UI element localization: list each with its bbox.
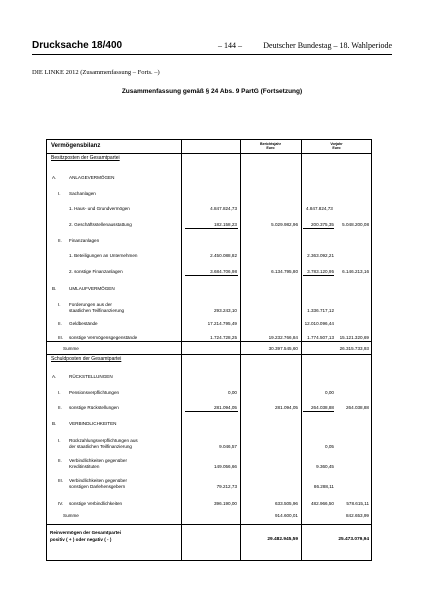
subtotal-rule — [303, 411, 334, 412]
value-current: 149.056,66 — [214, 464, 237, 469]
subtotal-rule — [185, 411, 238, 412]
subtotal-current: 633.505,96 — [275, 501, 298, 506]
subtotal-rule — [185, 228, 238, 229]
row-mark: IV. — [58, 501, 64, 506]
previous-unit-label: Euro — [332, 146, 341, 150]
page-number: – 144 – — [218, 41, 242, 50]
value-current: 17.214.795,49 — [207, 321, 237, 326]
value-current: 4.847.824,73 — [210, 206, 237, 211]
column-header-current — [240, 142, 301, 150]
document-number: Drucksache 18/400 — [32, 40, 123, 51]
subtotal-current: 6.134.795,80 — [271, 269, 298, 274]
section-subheader: DIE LINKE 2012 (Zusammenfassung – Forts. –) — [32, 69, 160, 76]
row-label: 2. Geschäftsstellenausstattung — [69, 222, 132, 227]
sum-label: Summe — [63, 513, 79, 518]
row-label: 2. sonstige Finanzanlagen — [69, 269, 123, 274]
value-current: 0,00 — [228, 390, 237, 395]
row-mark: II. — [58, 405, 62, 410]
previous-year-label: Vorjahr — [330, 142, 343, 146]
row-mark: III. — [58, 478, 64, 483]
row-mark: A. — [52, 374, 57, 379]
value-current: 3.684.706,98 — [210, 269, 237, 274]
value-previous: 9.360,45 — [316, 464, 334, 469]
row-label: Rückzahlungsverpflichtungen aus — [69, 438, 138, 443]
row-label: Geldbestände — [69, 321, 98, 326]
subtotal-current: 281.094,05 — [275, 405, 298, 410]
liabilities-section-title: Schuldposten der Gesamtpartei — [51, 356, 122, 362]
value-current: 2.450.088,82 — [210, 253, 237, 258]
row-mark: II. — [58, 321, 62, 326]
row-mark: B. — [52, 286, 57, 291]
value-previous: 1.336.717,12 — [307, 308, 334, 313]
row-label: Verbindlichkeiten gegenüber — [69, 478, 127, 483]
value-previous: 1.774.507,13 — [307, 335, 334, 340]
row-label: 1. Haus- und Grundvermögen — [69, 206, 130, 211]
row-label: Pensionsverpflichtungen — [69, 390, 120, 395]
net-assets-previous: 25.473.079,94 — [338, 537, 369, 542]
row-label: Forderungen aus der — [69, 302, 112, 307]
value-current: 79.212,73 — [216, 484, 237, 489]
subtotal-previous: 578.615,11 — [346, 501, 369, 506]
net-assets-current: 29.482.945,59 — [267, 537, 298, 542]
row-mark: I. — [58, 191, 61, 196]
row-label: Verbindlichkeiten gegenüber — [69, 458, 127, 463]
row-label: ANLAGEVERMÖGEN — [69, 175, 115, 180]
value-previous: 0,05 — [325, 444, 334, 449]
row-divider — [47, 524, 371, 525]
column-header-previous — [301, 142, 372, 150]
subtotal-previous: 5.048.200,08 — [342, 222, 369, 227]
value-current: 182.158,23 — [214, 222, 237, 227]
value-previous: 3.783.120,95 — [307, 269, 334, 274]
subtotal-previous: 264.038,88 — [346, 405, 369, 410]
value-current: 1.724.728,25 — [210, 335, 237, 340]
column-divider — [301, 140, 302, 560]
row-label: UMLAUFVERMÖGEN — [69, 286, 115, 291]
row-mark: II. — [58, 238, 62, 243]
value-current: 281.094,05 — [214, 405, 237, 410]
row-mark: I. — [58, 302, 61, 307]
subtotal-rule — [303, 275, 334, 276]
value-current: 396.190,00 — [214, 501, 237, 506]
value-current: 9.046,57 — [219, 444, 237, 449]
row-mark: III. — [58, 335, 64, 340]
row-mark: II. — [58, 458, 62, 463]
current-unit-label: Euro — [266, 146, 275, 150]
column-divider — [181, 140, 182, 560]
page-header — [32, 40, 392, 52]
row-label: der staatlichen Teilfinanzierung — [69, 444, 132, 449]
row-label: Kreditinstituten — [69, 464, 100, 469]
row-label: Sachanlagen — [69, 191, 96, 196]
column-header-label: Vermögensbilanz — [51, 143, 101, 149]
assets-section-title: Besitzposten der Gesamtpartei — [51, 155, 120, 161]
row-label: sonstige Verbindlichkeiten — [69, 501, 123, 506]
sum-label: Summe — [63, 346, 79, 351]
row-label: RÜCKSTELLUNGEN — [69, 374, 113, 379]
summary-title: Zusammenfassung gemäß § 24 Abs. 9 PartG (Fortsetzung) — [121, 88, 303, 95]
net-assets-sign-label: positiv ( + ) oder negativ ( - ) — [50, 537, 112, 542]
row-label: Finanzanlagen — [69, 238, 100, 243]
sum-previous: 26.315.733,93 — [339, 346, 369, 351]
row-mark: A. — [52, 175, 57, 180]
subtotal-rule — [303, 228, 334, 229]
row-label: VERBINDLICHKEITEN — [69, 421, 117, 426]
value-previous: 2.363.092,21 — [307, 253, 334, 258]
current-year-label: Berichtsjahr — [260, 142, 281, 146]
row-mark: I. — [58, 438, 61, 443]
header-rule — [32, 54, 392, 55]
value-current: 293.243,10 — [214, 308, 237, 313]
subtotal-current: 5.029.982,96 — [271, 222, 298, 227]
value-previous: 4.847.824,73 — [306, 206, 333, 211]
subtotal-rule — [185, 275, 238, 276]
row-label: staatlichen Teilfinanzierung — [69, 308, 125, 313]
sum-previous: 842.653,99 — [346, 513, 369, 518]
row-label: sonstigen Darlehensgebern — [69, 484, 126, 489]
row-divider — [47, 341, 371, 342]
row-label: sonstige Vermögensgegenstände — [69, 335, 138, 340]
row-mark: I. — [58, 390, 61, 395]
value-previous: 12.010.096,44 — [304, 321, 334, 326]
row-label: sonstige Rückstellungen — [69, 405, 119, 410]
net-assets-label: Reinvermögen der Gesamtpartei — [50, 530, 121, 535]
value-previous: 482.966,50 — [311, 501, 334, 506]
row-label: 1. Beteiligungen an Unternehmen — [69, 253, 138, 258]
row-divider — [47, 153, 371, 154]
publication-name: Deutscher Bundestag – 18. Wahlperiode — [263, 41, 392, 50]
row-divider — [47, 354, 371, 355]
value-previous: 200.375,35 — [311, 222, 334, 227]
subtotal-previous: 6.146.213,16 — [342, 269, 369, 274]
balance-sheet-table — [46, 139, 372, 561]
row-mark: B. — [52, 421, 57, 426]
sum-current: 914.600,01 — [275, 513, 298, 518]
value-previous: 0,00 — [325, 390, 334, 395]
subtotal-previous: 15.121.320,69 — [339, 335, 369, 340]
value-previous: 86.288,11 — [313, 484, 334, 489]
sum-current: 30.397.545,60 — [268, 346, 298, 351]
subtotal-current: 19.232.766,84 — [268, 335, 298, 340]
value-previous: 264.038,88 — [311, 405, 334, 410]
